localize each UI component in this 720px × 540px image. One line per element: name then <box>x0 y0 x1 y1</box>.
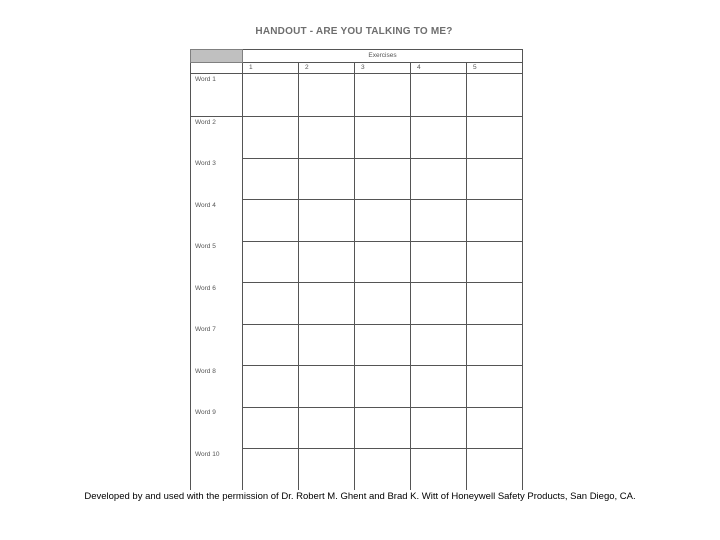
response-cell[interactable] <box>411 74 467 117</box>
response-cell[interactable] <box>411 449 467 491</box>
response-cell[interactable] <box>411 116 467 158</box>
word-row <box>191 200 523 242</box>
header-corner-cell <box>191 50 243 63</box>
response-cell[interactable] <box>299 116 355 158</box>
exercises-header: Exercises <box>243 50 523 63</box>
response-cell[interactable] <box>411 283 467 325</box>
response-cell[interactable] <box>411 158 467 200</box>
exercise-number-5: 5 <box>467 63 523 74</box>
response-cell[interactable] <box>299 449 355 491</box>
response-cell[interactable] <box>243 200 299 242</box>
word-label: Word 10 <box>191 449 243 491</box>
response-cell[interactable] <box>299 158 355 200</box>
response-cell[interactable] <box>355 283 411 325</box>
response-cell[interactable] <box>299 200 355 242</box>
response-cell[interactable] <box>467 200 523 242</box>
response-cell[interactable] <box>243 241 299 283</box>
response-cell[interactable] <box>411 366 467 408</box>
word-label: Word 6 <box>191 283 243 325</box>
number-row-blank-cell <box>191 63 243 74</box>
response-cell[interactable] <box>243 324 299 366</box>
response-cell[interactable] <box>467 407 523 449</box>
word-label: Word 5 <box>191 241 243 283</box>
response-cell[interactable] <box>355 449 411 491</box>
response-cell[interactable] <box>299 324 355 366</box>
word-label: Word 1 <box>191 74 243 117</box>
word-label: Word 7 <box>191 324 243 366</box>
handout-title: HANDOUT - ARE YOU TALKING TO ME? <box>255 26 453 37</box>
word-row <box>191 324 523 366</box>
response-cell[interactable] <box>243 449 299 491</box>
response-cell[interactable] <box>411 200 467 242</box>
response-cell[interactable] <box>243 366 299 408</box>
response-cell[interactable] <box>243 158 299 200</box>
word-label: Word 2 <box>191 116 243 158</box>
response-cell[interactable] <box>411 324 467 366</box>
word-row <box>191 241 523 283</box>
word-row <box>191 407 523 449</box>
response-cell[interactable] <box>355 74 411 117</box>
response-cell[interactable] <box>411 407 467 449</box>
response-cell[interactable] <box>355 116 411 158</box>
response-cell[interactable] <box>299 74 355 117</box>
word-row <box>191 74 523 117</box>
word-row <box>191 449 523 491</box>
response-cell[interactable] <box>299 407 355 449</box>
response-cell[interactable] <box>243 407 299 449</box>
response-cell[interactable] <box>467 449 523 491</box>
response-cell[interactable] <box>243 116 299 158</box>
response-cell[interactable] <box>355 241 411 283</box>
exercise-number-3: 3 <box>355 63 411 74</box>
response-cell[interactable] <box>411 241 467 283</box>
response-cell[interactable] <box>467 158 523 200</box>
word-row <box>191 283 523 325</box>
response-cell[interactable] <box>355 200 411 242</box>
response-cell[interactable] <box>355 324 411 366</box>
response-cell[interactable] <box>243 283 299 325</box>
exercise-grid <box>190 49 523 490</box>
response-cell[interactable] <box>467 283 523 325</box>
exercise-number-1: 1 <box>243 63 299 74</box>
word-label: Word 9 <box>191 407 243 449</box>
word-label: Word 3 <box>191 158 243 200</box>
response-cell[interactable] <box>243 74 299 117</box>
response-cell[interactable] <box>467 241 523 283</box>
response-cell[interactable] <box>355 366 411 408</box>
response-cell[interactable] <box>467 366 523 408</box>
word-row <box>191 158 523 200</box>
response-cell[interactable] <box>355 158 411 200</box>
response-cell[interactable] <box>355 407 411 449</box>
response-cell[interactable] <box>467 324 523 366</box>
word-rows <box>191 74 523 491</box>
word-row <box>191 366 523 408</box>
exercises-header-row <box>191 50 523 63</box>
exercise-number-2: 2 <box>299 63 355 74</box>
exercise-number-row <box>191 63 523 74</box>
word-row <box>191 116 523 158</box>
response-cell[interactable] <box>299 241 355 283</box>
word-label: Word 8 <box>191 366 243 408</box>
footer-credit: Developed by and used with the permission of Dr. Robert M. Ghent and Brad K. Witt of Honeywell Safety Products, San Diego, CA. <box>84 491 636 502</box>
word-label: Word 4 <box>191 200 243 242</box>
response-cell[interactable] <box>467 116 523 158</box>
response-cell[interactable] <box>299 283 355 325</box>
response-cell[interactable] <box>299 366 355 408</box>
response-cell[interactable] <box>467 74 523 117</box>
exercise-number-4: 4 <box>411 63 467 74</box>
